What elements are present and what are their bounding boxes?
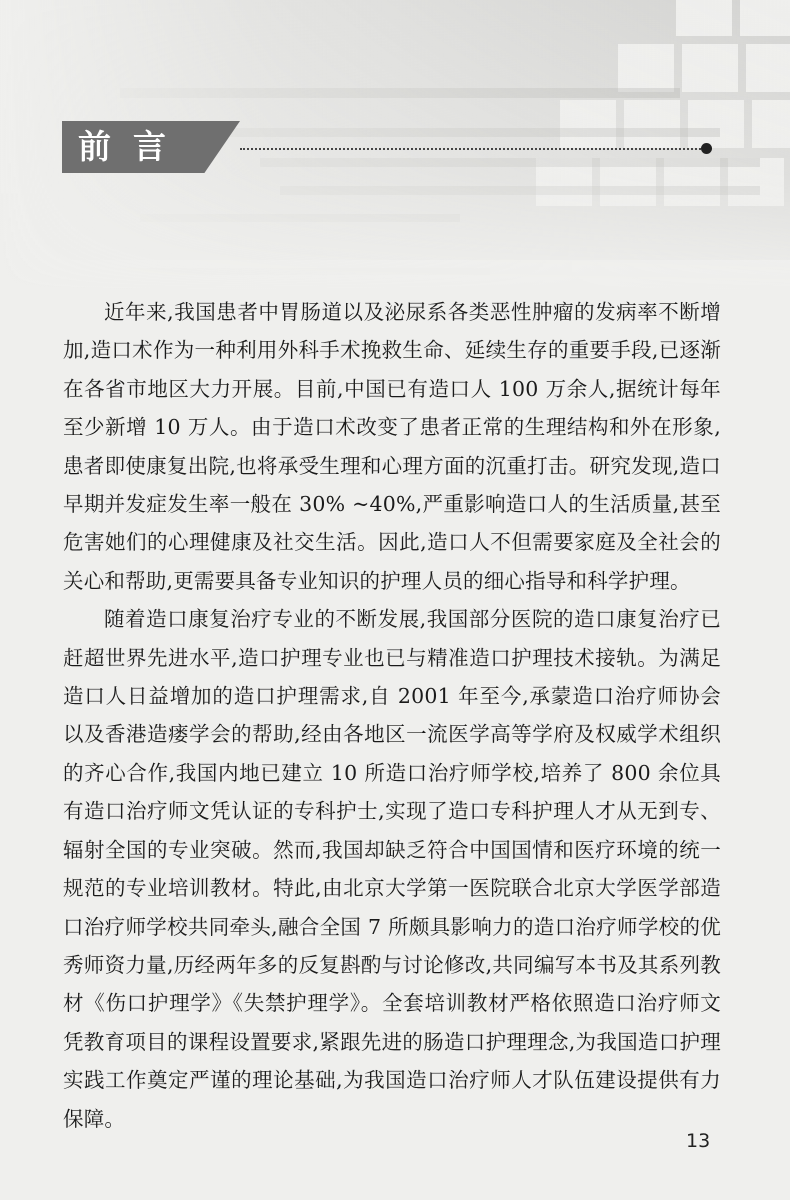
paragraph: 近年来,我国患者中胃肠道以及泌尿系各类恶性肿瘤的发病率不断增加,造口术作为一种利用外科手术挽救生命、延续生存的重要手段,已逐渐在各省市地区大力开展。目前,中国已有造口人 100 万余人,据统计每年至少新增 10 万人。由于造口术改变了患者正常的生理结构和外在形象,患者即使康复出院,也将承受生理和心理方面的沉重打击。研究发现,造口早期并发症发生率一般在 30% ~40%,严重影响造口人的生活质量,甚至危害她们的心理健康及社交生活。因此,造口人不但需要家庭及全社会的关心和帮助,更需要具备专业知识的护理人员的细心指导和科学护理。 bbox=[63, 300, 721, 593]
page-title: 前言 bbox=[78, 127, 188, 166]
title-dotted-rule bbox=[240, 148, 704, 150]
title-rule-end-dot bbox=[701, 143, 712, 154]
page-number: 13 bbox=[686, 1130, 711, 1152]
paragraph: 随着造口康复治疗专业的不断发展,我国部分医院的造口康复治疗已赶超世界先进水平,造口护理专业也已与精准造口护理技术接轨。为满足造口人日益增加的造口护理需求,自 2001 年至今,承蒙造口治疗师协会以及香港造瘘学会的帮助,经由各地区一流医学高等学府及权威学术组织的齐心合作,我国内地已建立 10 所造口治疗师学校,培养了 800 余位具有造口治疗师文凭认证的专科护士,实现了造口专科护理人才从无到专、辐射全国的专业突破。然而,我国却缺乏符合中国国情和医疗环境的统一规范的专业培训教材。特此,由北京大学第一医院联合北京大学医学部造口治疗师学校共同牵头,融合全国 7 所颇具影响力的造口治疗师学校的优秀师资力量,历经两年多的反复斟酌与讨论修改,共同编写本书及其系列教材《伤口护理学》《失禁护理学》。全套培训教材严格依照造口治疗师文凭教育项目的课程设置要求,紧跟先进的肠造口护理理念,为我国造口护理实践工作奠定严谨的理论基础,为我国造口治疗师人才队伍建设提供有力保障。 bbox=[63, 607, 721, 1131]
preface-body bbox=[63, 293, 721, 1138]
